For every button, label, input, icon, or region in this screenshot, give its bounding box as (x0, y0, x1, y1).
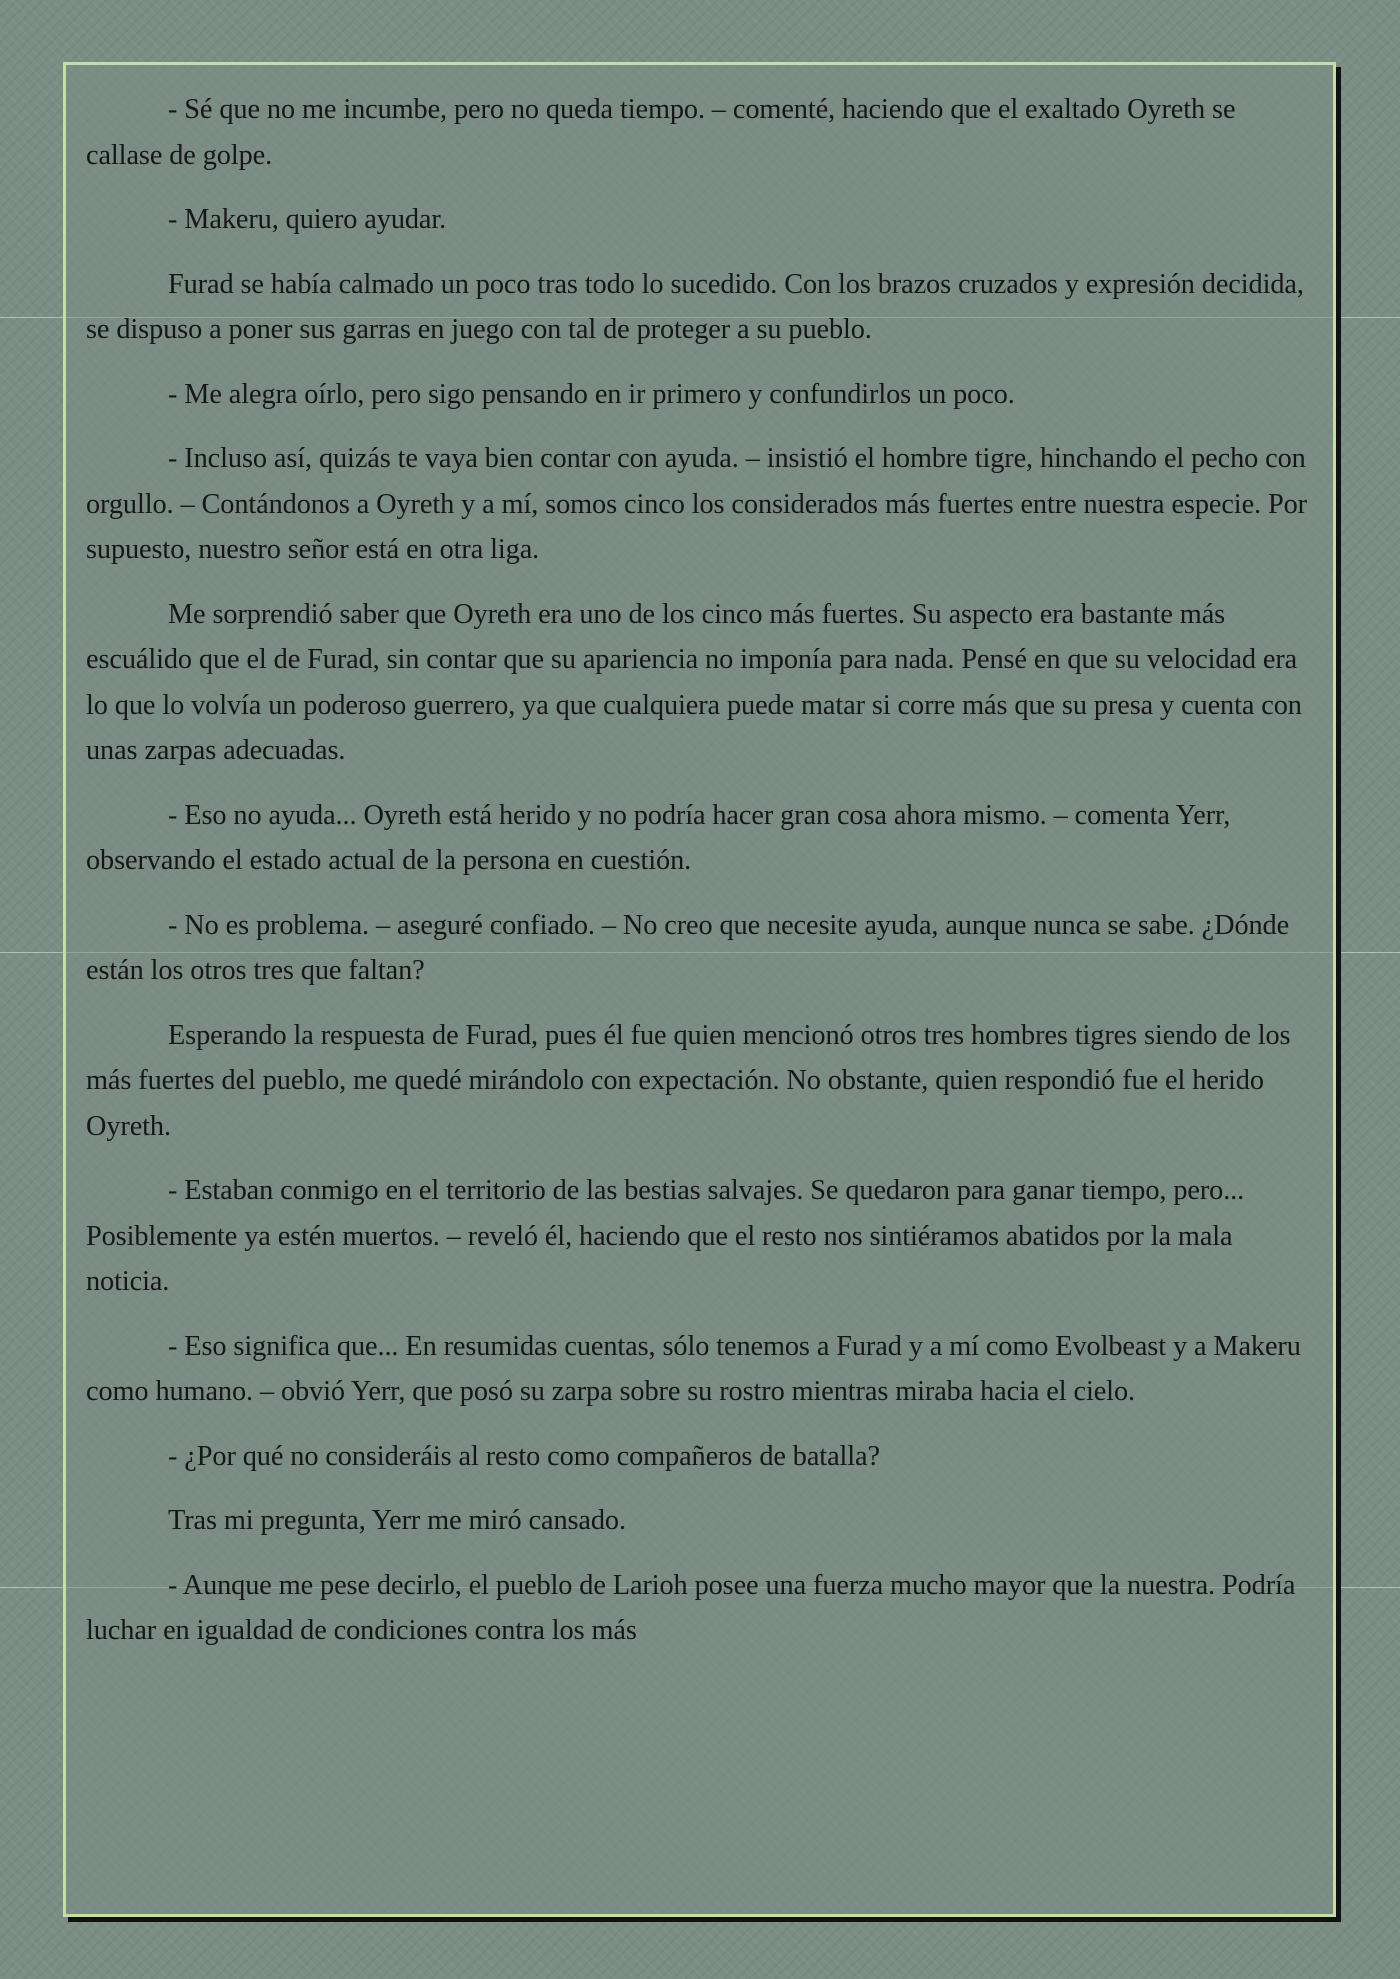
paragraph: - Makeru, quiero ayudar. (168, 204, 447, 235)
paragraph: - Eso significa que... En resumidas cuentas, sólo tenemos a Furad y a mí como Evolbeast y a Makeru como humano. – obvió Yerr, que posó su zarpa sobre su rostro mientras miraba hacia el cielo. (86, 1330, 1301, 1407)
paragraph: - Eso no ayuda... Oyreth está herido y no podría hacer gran cosa ahora mismo. – comenta Yerr, observando el estado actual de la persona en cuestión. (86, 799, 1231, 876)
paragraph: Tras mi pregunta, Yerr me miró cansado. (168, 1505, 626, 1536)
paragraph: - ¿Por qué no consideráis al resto como compañeros de batalla? (168, 1440, 880, 1472)
text-body (86, 87, 1314, 1654)
paragraph: - Estaban conmigo en el territorio de las bestias salvajes. Se quedaron para ganar tiempo, pero... Posiblemente ya estén muertos. – reveló él, haciendo que el resto nos sintiéramos abatidos por la mala noticia. (86, 1175, 1245, 1297)
paragraph: Furad se había calmado un poco tras todo lo sucedido. Con los brazos cruzados y expresión decidida, se dispuso a poner sus garras en juego con tal de proteger a su pueblo. (86, 268, 1304, 345)
paragraph: Esperando la respuesta de Furad, pues él fue quien mencionó otros tres hombres tigres siendo de los más fuertes del pueblo, me quedé mirándolo con expectación. No obstante, quien respondió fue el herido Oyreth. (86, 1019, 1291, 1142)
paragraph: Me sorprendió saber que Oyreth era uno de los cinco más fuertes. Su aspecto era bastante más escuálido que el de Furad, sin contar que su apariencia no imponía para nada. Pensé en que su velocidad era lo que lo volvía un poderoso guerrero, ya que cualquiera puede matar si corre más que su presa y cuenta con unas zarpas adecuadas. (86, 598, 1302, 766)
paragraph: - Sé que no me incumbe, pero no queda tiempo. – comenté, haciendo que el exaltado Oyreth se callase de golpe. (86, 94, 1236, 171)
paragraph: - No es problema. – aseguré confiado. – No creo que necesite ayuda, aunque nunca se sabe. ¿Dónde están los otros tres que faltan? (86, 909, 1290, 986)
paragraph: - Aunque me pese decirlo, el pueblo de Larioh posee una fuerza mucho mayor que la nuestra. Podría luchar en igualdad de condiciones contra los más (86, 1569, 1296, 1646)
text-frame (63, 62, 1336, 1917)
paragraph: - Me alegra oírlo, pero sigo pensando en ir primero y confundirlos un poco. (168, 378, 1015, 410)
paragraph: - Incluso así, quizás te vaya bien contar con ayuda. – insistió el hombre tigre, hinchando el pecho con orgullo. – Contándonos a Oyreth y a mí, somos cinco los considerados más fuertes entre nuestra especie. Por supuesto, nuestro señor está en otra liga. (86, 443, 1307, 565)
